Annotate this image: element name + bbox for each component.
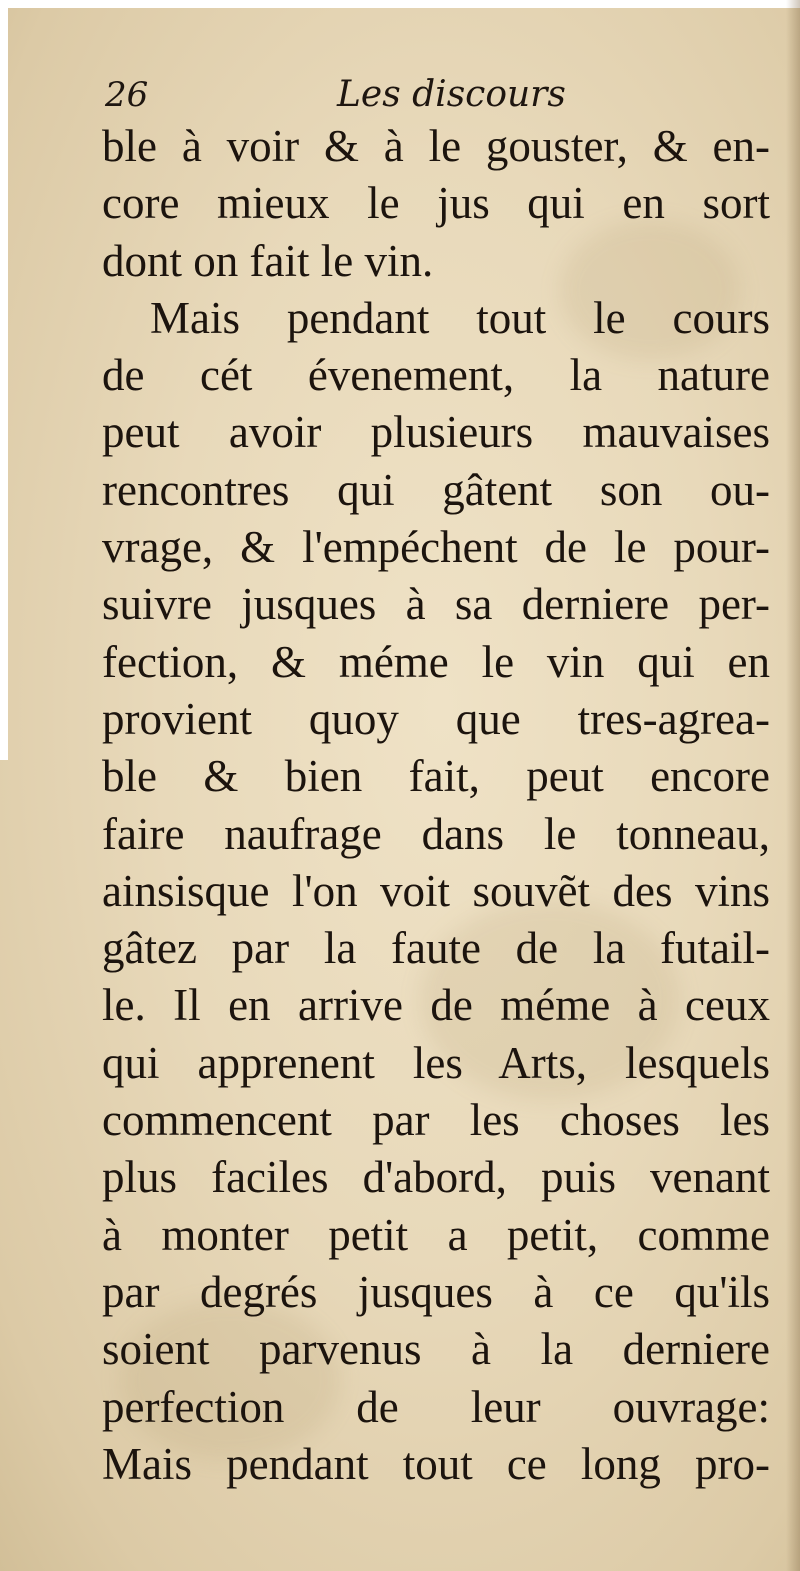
running-head (105, 70, 625, 120)
text-line: faire naufrage dans le tonneau, (102, 808, 770, 859)
text-line: ble & bien fait, peut encore (102, 751, 770, 802)
page-edge-shadow (786, 0, 800, 1571)
text-line: le. Il en arrive de méme à ceux (102, 980, 770, 1031)
text-line: qui apprenent les Arts, lesquels (102, 1037, 770, 1088)
text-line: rencontres qui gâtent son ou- (102, 464, 770, 515)
text-line: peut avoir plusieurs mauvaises (102, 407, 770, 458)
text-line: perfection de leur ouvrage: (102, 1381, 770, 1432)
running-title: Les discours (337, 74, 566, 115)
text-line: Mais pendant tout ce long pro- (102, 1438, 770, 1489)
text-line: provient quoy que tres-agrea- (102, 693, 770, 744)
text-line: dont on fait le vin. (102, 235, 434, 286)
scan-margin-top (0, 0, 800, 8)
text-line: soient parvenus à la derniere (102, 1324, 770, 1375)
text-line: de cét évenement, la nature (102, 350, 770, 401)
text-line: ainsisque l'on voit souvẽt des vins (102, 865, 770, 916)
text-line: fection, & méme le vin qui en (102, 636, 770, 687)
text-line: core mieux le jus qui en sort (102, 178, 770, 229)
body-text (102, 118, 770, 1493)
text-line: commencent par les choses les (102, 1095, 770, 1146)
text-line: par degrés jusques à ce qu'ils (102, 1266, 770, 1317)
page-number: 26 (105, 75, 149, 115)
text-line: à monter petit a petit, comme (102, 1209, 770, 1260)
text-line: plus faciles d'abord, puis venant (102, 1152, 770, 1203)
scan-margin-left (0, 0, 8, 760)
text-line: gâtez par la faute de la futail- (102, 923, 770, 974)
text-line: suivre jusques à sa derniere per- (102, 579, 770, 630)
text-line: Mais pendant tout le cours (150, 292, 770, 343)
text-line: vrage, & l'empéchent de le pour- (102, 522, 770, 573)
text-line: ble à voir & à le gouster, & en- (102, 121, 770, 171)
